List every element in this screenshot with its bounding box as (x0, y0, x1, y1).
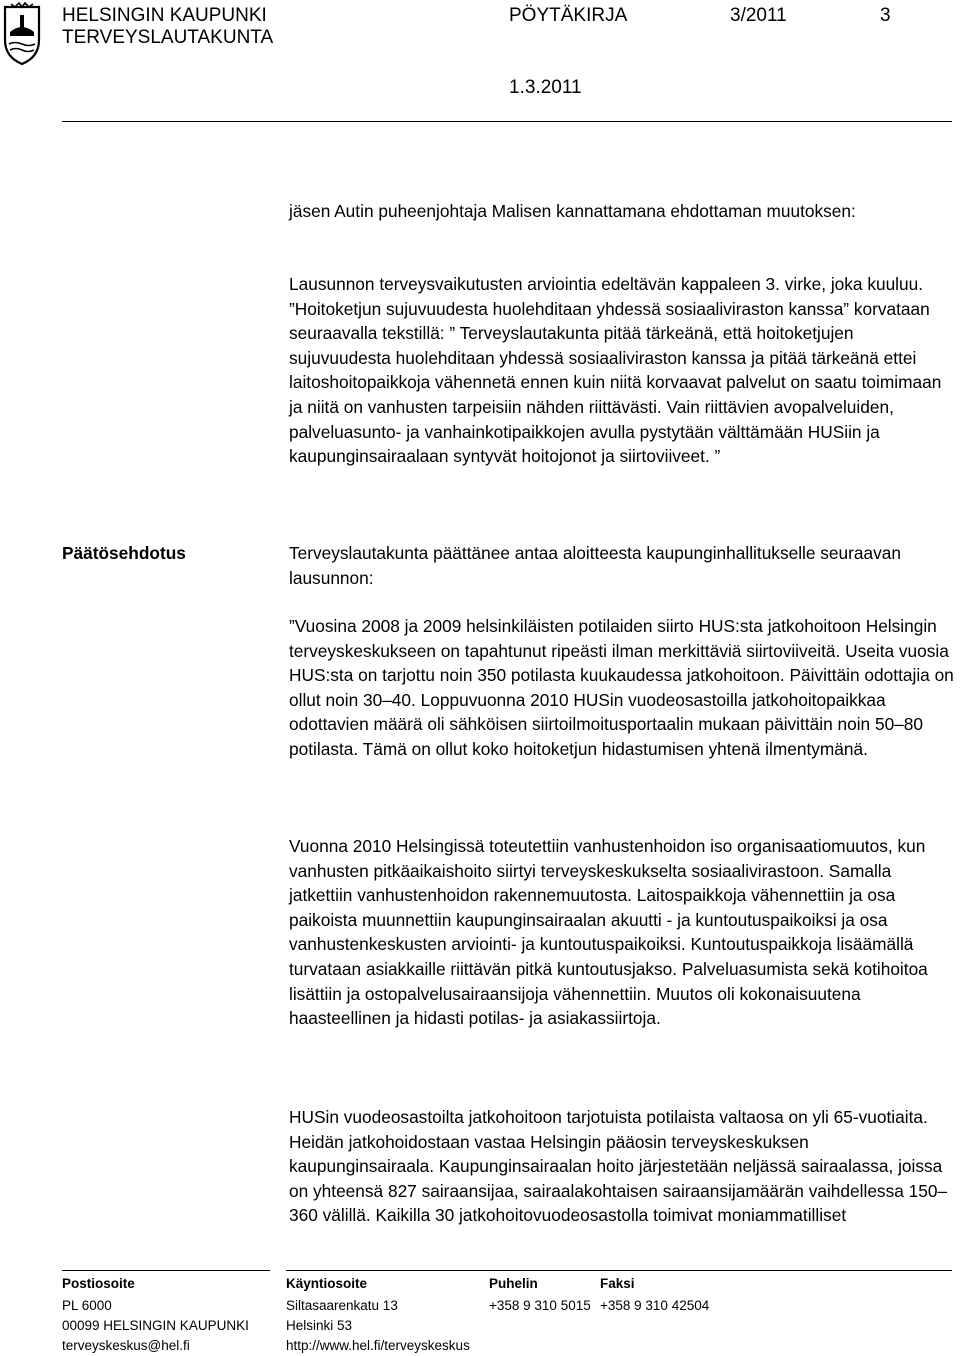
statement-paragraph-1 (289, 614, 954, 762)
footer-fax-heading: Faksi (600, 1276, 635, 1291)
footer-visiting-address (286, 1274, 470, 1356)
footer-fax (600, 1274, 709, 1316)
footer-street: Siltasaarenkatu 13 (286, 1298, 398, 1313)
board-name: TERVEYSLAUTAKUNTA (62, 27, 274, 48)
footer-email: terveyskeskus@hel.fi (62, 1338, 190, 1353)
header-divider (62, 121, 952, 122)
intro-paragraph (289, 199, 954, 224)
proposal-text: Lausunnon terveysvaikutusten arviointia edeltävän kappaleen 3. virke, joka kuuluu. ”Hoitoketjun sujuvuudesta huolehditaan yhdessä sosiaaliviraston kanssa” korvataan seuraavalla tekstillä: ” Terveyslautakunta pitää tärkeänä, että hoitoketjujen sujuvuudesta huolehditaan yhdessä sosiaaliviraston kanssa ja pitää tärkeänä ettei laitoshoitopaikkoja vähennetä ennen kuin niitä korvaavat palvelut on saatu toimimaan ja niitä on vanhusten tarpeisiin nähden riittävästi. Vain riittävien avopalveluiden, palveluasunto- ja vanhainkotipaikkojen avulla pystytään välttämään HUSiin ja kaupunginsairaalaan syntyvät hoitojonot ja siirtoviiveet. ” (289, 274, 942, 467)
footer-phone-heading: Puhelin (489, 1276, 538, 1291)
footer-phone-number: +358 9 310 5015 (489, 1298, 591, 1313)
statement-text-3: HUSin vuodeosastoilta jatkohoitoon tarjotuista potilaista valtaosa on yli 65-vuotiaita. Heidän jatkohoidostaan vastaa Helsingin pääosin terveyskeskuksen kaupunginsairaala. Kaupunginsairaalan hoito järjestetään neljässä sairaalassa, joissa on yhteensä 827 sairaansijaa, sairaalakohtaisen sairaansijamäärän vaihdellessa 150–360 välillä. Kaikilla 30 jatkohoitovuodeosastolla toimivat moniammatilliset (289, 1107, 948, 1226)
decision-label: Päätösehdotus (62, 543, 186, 563)
document-type: PÖYTÄKIRJA (509, 5, 628, 26)
footer-visiting-heading: Käyntiosoite (286, 1276, 368, 1291)
document-number: 3/2011 (730, 5, 787, 26)
footer-website: http://www.hel.fi/terveyskeskus (286, 1338, 470, 1353)
statement-text-1: ”Vuosina 2008 ja 2009 helsinkiläisten potilaiden siirto HUS:sta jatkohoitoon Helsingin terveyskeskukseen on tapahtunut ripeästi ilman merkittäviä siirtoviiveitä. Useita vuosia HUS:sta on tarjottu noin 350 potilasta kuukaudessa jatkohoitoon. Päivittäin odottajia on ollut noin 30–40. Loppuvuonna 2010 HUSin vuodeosastoilla jatkohoitopaikkaa odottavien määrä oli sähköisen siirtoilmoitusportaalin mukaan päivittäin noin 50–80 potilasta. Tämä on ollut koko hoitoketjun hidastumisen yhtenä ilmentymänä. (289, 616, 954, 759)
footer-postal-box: PL 6000 (62, 1298, 112, 1313)
decision-text: Terveyslautakunta päättänee antaa aloitteesta kaupunginhallitukselle seuraavan lausunnon: (289, 543, 901, 588)
footer-phone (489, 1274, 591, 1316)
statement-text-2: Vuonna 2010 Helsingissä toteutettiin vanhustenhoidon iso organisaatiomuutos, kun vanhusten pitkäaikaishoito siirtyi terveyskeskukselta sosiaalivirastoon. Samalla jatkettiin vanhustenhoidon rakennemuutosta. Laitospaikkoja vähennettiin ja osa paikoista muunnettiin kaupunginsairaalan akuutti - ja kuntoutuspaikoiksi ja osa vanhustenkeskusten arviointi- ja kuntoutuspaikoiksi. Kuntoutuspaikkoja lisäämällä turvataan asiakkaille riittävän pitkä kuntoutusjakso. Palveluasumista sekä kotihoitoa lisättiin ja ostopalvelusairaansijoja vähennettiin. Muutos oli kokonaisuutena haasteellinen ja hidasti potilas- ja asiakassiirtoja. (289, 836, 928, 1029)
footer-fax-number: +358 9 310 42504 (600, 1298, 710, 1313)
proposal-paragraph (289, 272, 954, 469)
footer-city: Helsinki 53 (286, 1318, 353, 1333)
intro-text: jäsen Autin puheenjohtaja Malisen kannattamana ehdottaman muutoksen: (289, 201, 856, 221)
decision-paragraph (289, 541, 954, 590)
page-number: 3 (880, 5, 891, 26)
footer-postal-address (62, 1274, 249, 1356)
footer-divider-left (62, 1270, 270, 1271)
org-name: HELSINGIN KAUPUNKI (62, 5, 267, 26)
helsinki-coat-of-arms-icon (2, 2, 42, 66)
meeting-date: 1.3.2011 (509, 77, 582, 98)
statement-paragraph-3 (289, 1105, 954, 1228)
footer-postal-code: 00099 HELSINGIN KAUPUNKI (62, 1318, 249, 1333)
footer-divider-right (286, 1270, 952, 1271)
statement-paragraph-2 (289, 834, 954, 1031)
footer-postal-heading: Postiosoite (62, 1276, 135, 1291)
